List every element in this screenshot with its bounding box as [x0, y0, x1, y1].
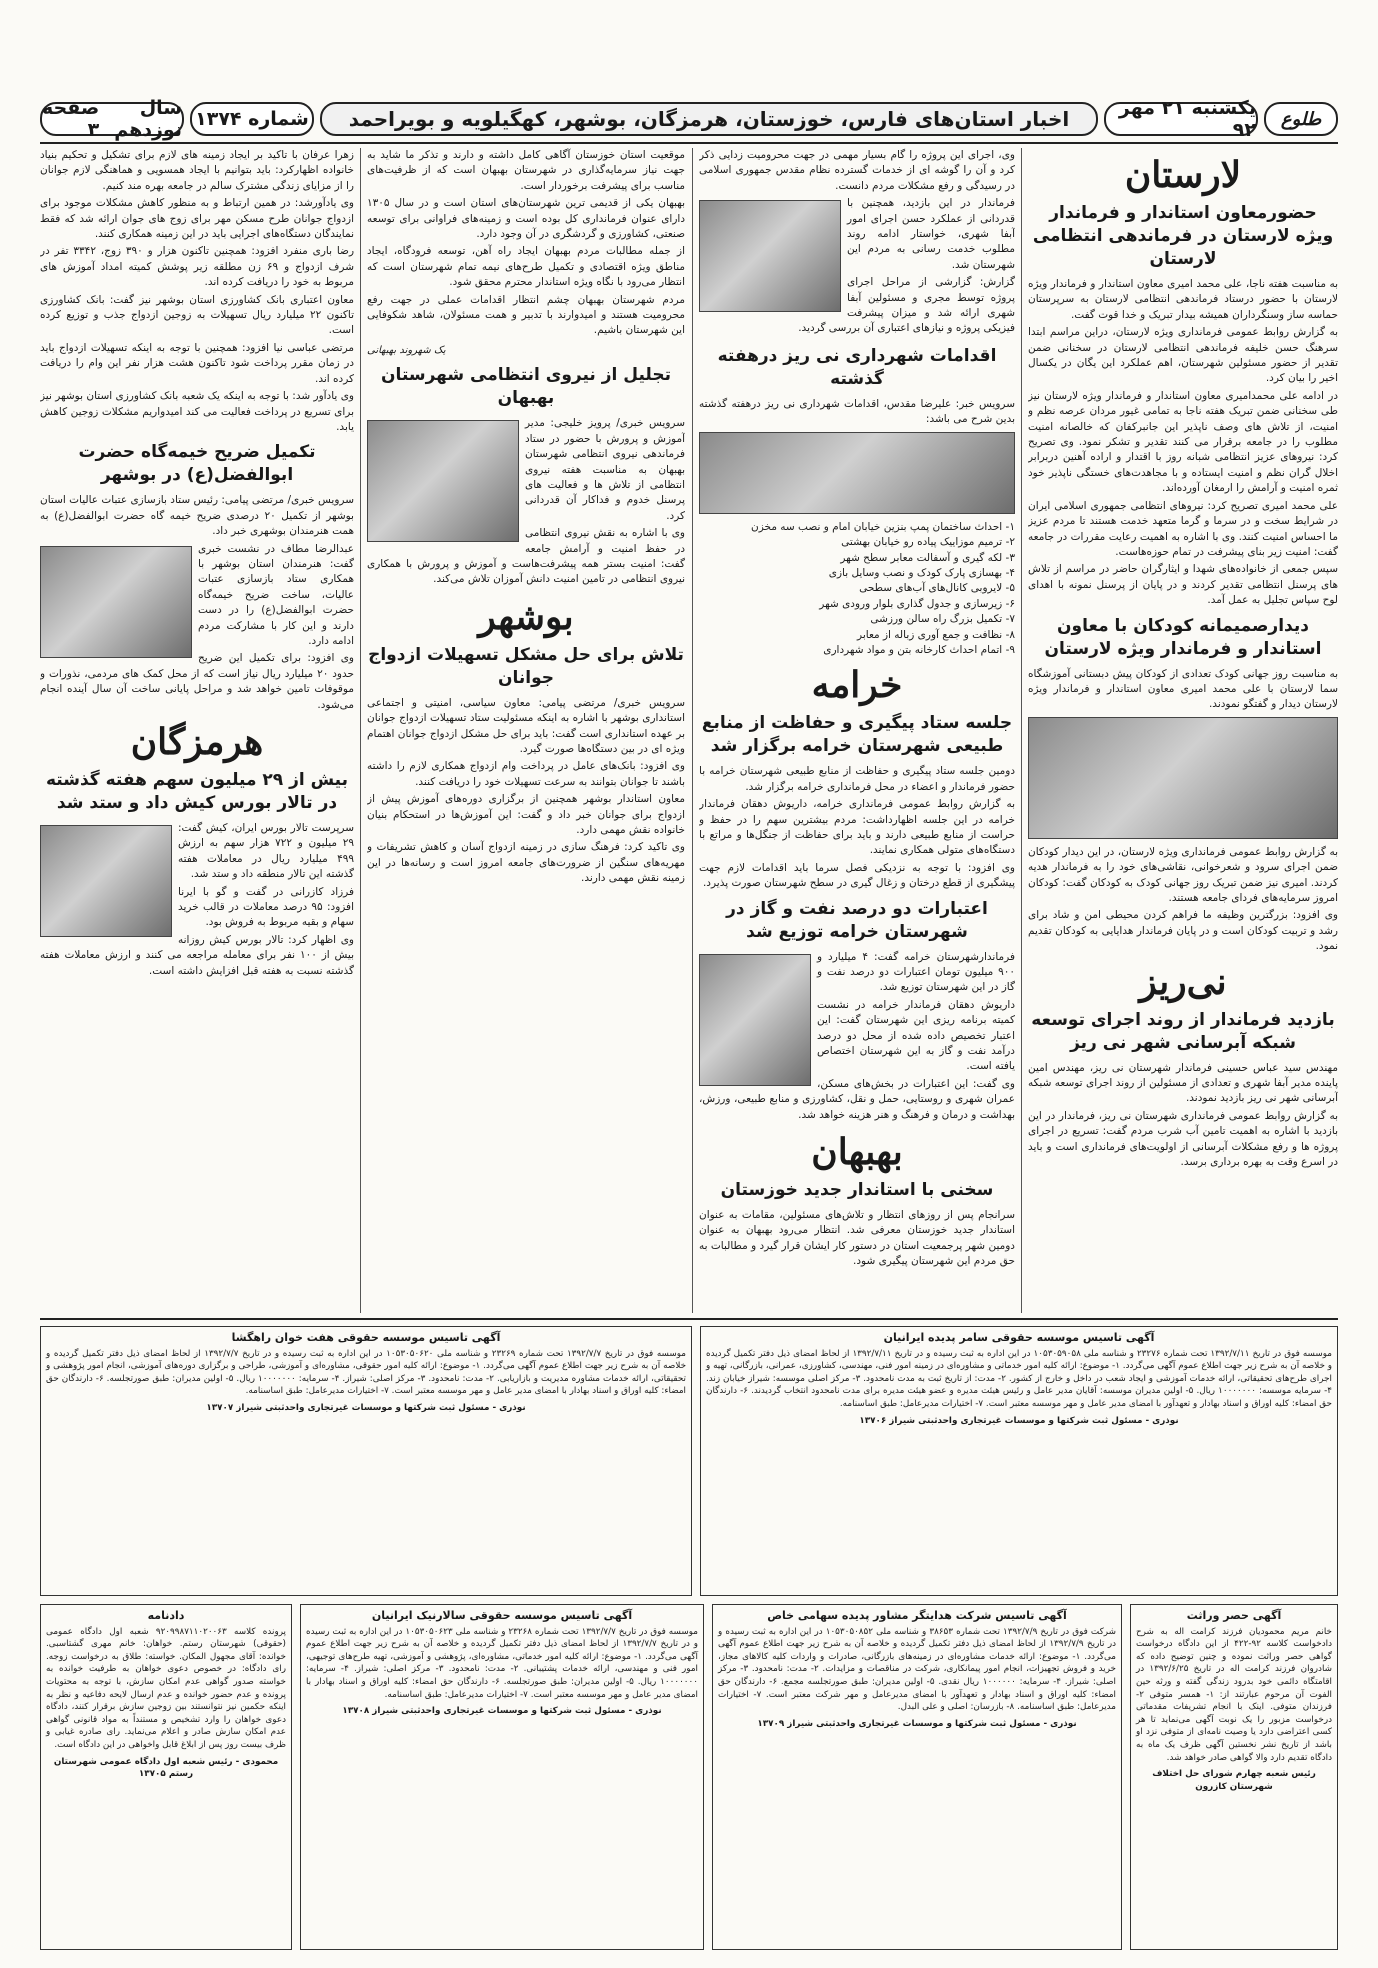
article-paragraph: فرزاد کازرانی در گفت و گو با ایرنا افزود: ۹۵ درصد معاملات در قالب خرید سهام و بقیه مربوط به فروش بود.: [178, 885, 354, 929]
column-divider: [360, 148, 361, 1313]
ad-body: خانم مریم محمودیان فرزند کرامت اله به شرح دادخواست کلاسه ۹۲-۴۲۲ از این دادگاه درخواست گواهی حصر وراثت نموده و چنین توضیح داده که شادروان فرزند کرامت اله در تاریخ ۱۳۹۲/۶/۲۵ در اقامتگاه دائمی خود بدرود زندگی گفته و ورثه حین الفوت آن مرحوم عبارتند از: ۱- همسر متوفی ۲- فرزندان متوفی. اینک با انجام تشریفات مقدماتی درخواست مزبور را یک نوبت آگهی می‌نماید تا هر کسی اعتراضی دارد یا وصیت نامه‌ای از متوفی نزد او باشد از تاریخ نشر نخستین آگهی ظرف یک ماه به دادگاه تقدیم دارد والا گواهی صادر خواهد شد.: [1136, 1626, 1332, 1763]
article-paragraph: سپس جمعی از خانواده‌های شهدا و ایثارگران حاضر در مراسم از تلاش های پرسنل انتظامی تقدیر کردند و در پایان از پرسنل نمونه با اهدای لوح سپاس تجلیل به عمل آمد.: [1028, 563, 1338, 607]
article-paragraph: دومین جلسه ستاد پیگیری و حفاظت از منابع طبیعی شهرستان خرامه با حضور فرماندار و اعضاء در محل فرمانداری خرامه برگزار شد.: [699, 765, 1015, 793]
article-paragraph: معاون استاندار بوشهر همچنین از برگزاری دوره‌های آموزش پیش از ازدواج برای جوانان خبر داد و گفت: این آموزش‌ها در استحکام بنیان خانواده نقش مهمی دارد.: [367, 793, 685, 836]
column-larestan: [1028, 148, 1338, 1313]
article-paragraph: وی اظهار کرد: تالار بورس کیش روزانه بیش از ۱۰۰ نفر برای معامله مراجعه می کنند و ارزش معاملات هفته گذشته نسبت به هفته قبل افزایش داشته است.: [40, 933, 354, 977]
article-paragraph: فرماندار در این بازدید، همچنین با قدردانی از عملکرد حسن اجرای امور آبفا شهری، خواستار ادامه روند مطلوب خدمت رسانی به مردم این شهرستان شد.: [847, 197, 1015, 271]
article-headline: اعتبارات دو درصد نفت و گاز در شهرستان خرامه توزیع شد: [726, 898, 988, 942]
region-heading: بوشهر: [478, 595, 574, 638]
ad-title: آگهی تاسیس شرکت هدایتگر مشاور پدیده سهامی خاص: [767, 1609, 1067, 1622]
news-photo: [40, 825, 172, 937]
article-paragraph: به مناسبت روز جهانی کودک تعدادی از کودکان پیش دبستانی آموزشگاه سما لارستان با علی محمد امیری معاون استاندار و فرماندار ویژه لارستان دیدار و گفتگو نمودند.: [1028, 667, 1338, 711]
article-paragraph: وی با اشاره به نقش نیروی انتظامی در حفظ امنیت و آرامش جامعه گفت: امنیت بستر همه پیشرفت‌هاست و آموزش و پرورش با همکاری نیروی انتظامی در تامین امنیت دانش آموزان تلاش می‌کند.: [367, 527, 685, 586]
column-behbahan-bushehr: [367, 148, 685, 1313]
masthead-logo: طلوع: [1264, 102, 1338, 136]
article-paragraph: سرویس خبری/ پرویز خلیجی: مدیر آموزش و پرورش با حضور در ستاد فرماندهی نیروی انتظامی شهرستان بهبهان به مناسبت هفته نیروی انتظامی از تلاش ها و فعالیت های پرسنل خدوم و فداکار آن قدردانی کرد.: [525, 417, 685, 522]
header-rule: [40, 142, 1338, 144]
article-paragraph: گزارش: گزارشی از مراحل اجرای پروژه توسط مجری و مسئولین آبفا شهری ارائه شد و میزان پیشرفت فیزیکی پروژه و نیازهای اعتباری آن بررسی گردید.: [798, 276, 1015, 335]
task-list: ۱- احداث ساختمان پمپ بنزین خیابان امام و نصب سه مخزن ۲- ترمیم موزاییک پیاده رو خیابان بهشتی ۳- لکه گیری و آسفالت معابر سطح شهر ۴- بهسازی پارک کودک و نصب وسایل بازی ۵- لایروبی کانال‌های آب‌های سطحی ۶- زیرسازی و جدول گذاری بلوار ورودی شهر ۷- تکمیل بزرگ راه سالن ورزشی ۸- نظافت و جمع آوری زباله از معابر ۹- اتمام احداث کارخانه بتن و مواد شهرداری: [751, 520, 1015, 656]
news-photo: [367, 420, 519, 542]
year-text: سال نوزدهم: [114, 97, 182, 141]
ad-body: پرونده کلاسه ۹۲۰۹۹۸۷۱۱۰۲۰۰۶۳ شعبه اول دادگاه عمومی (حقوقی) شهرستان رستم. خواهان: خانم مهری گشتاسبی. خوانده: آقای مجهول المکان. خواسته: طلاق به درخواست زوجه. رای دادگاه: در خصوص دعوی خواهان به طرفیت خوانده به خواسته صدور گواهی عدم امکان سازش، با توجه به محتویات پرونده و عدم حضور خوانده و عدم ارسال لایحه دفاعیه و نظر به اینکه حکمین نیز نتوانستند بین زوجین سازش برقرار کنند، دادگاه دعوی خواهان را وارد تشخیص و مستنداً به مواد قانونی گواهی عدم امکان سازش صادر و اعلام می‌نماید. رای صادره غیابی و ظرف بیست روز پس از ابلاغ قابل واخواهی در این دادگاه است.: [46, 1626, 287, 1750]
legal-ad: [1130, 1604, 1338, 1950]
legal-ad: [300, 1604, 704, 1950]
column-divider: [1021, 148, 1022, 1313]
article-paragraph: معاون اعتباری بانک کشاورزی استان بوشهر نیز گفت: بانک کشاورزی تاکنون ۲۲ میلیارد ریال تسهیلات به زوجین ازدواج جذب و توزیع کرده است.: [40, 293, 354, 337]
article-paragraph: به گزارش روابط عمومی فرمانداری شهرستان نی ریز، فرماندار در این بازدید با اشاره به اهمیت تامین آب شرب مردم گفت: تسریع در اجرای پروژه ها و رفع مشکلات آبرسانی از اولویت‌های فرمانداری است و باید در اسرع وقت به بهره برداری برسد.: [1028, 1109, 1338, 1169]
region-heading: لارستان: [1124, 154, 1242, 196]
article-paragraph: مردم شهرستان بهبهان چشم انتظار اقدامات عملی در جهت رفع محرومیت هستند و امیدوارند با تدبیر و همت مسئولان، شاهد شکوفایی این شهرستان باشیم.: [367, 293, 685, 337]
article-paragraph: سرویس خبری/ مرتضی پیامی: معاون سیاسی، امنیتی و اجتماعی استانداری بوشهر با اشاره به اینکه مسئولیت ستاد تسهیلات ازدواج جوانان بر عهده استانداری است گفت: باید برای حل مشکل ازدواج جوانان اهتمام ویژه ای در بین دستگاه‌ها صورت گیرد.: [367, 696, 685, 755]
ad-body: موسسه فوق در تاریخ ۱۳۹۲/۷/۷ تحت شماره ۲۳۲۶۹ و شناسه ملی ۱۰۵۳۰۵۰۶۲۰ در این اداره به ثبت رسیده و در تاریخ ۱۳۹۲/۷/۷ از لحاظ امضای ذیل دفتر تکمیل گردیده و خلاصه آن به شرح زیر جهت اطلاع عموم آگهی می‌گردد. ۱- موضوع: ارائه کلیه امور حقوقی، مشاوره‌ای و آموزشی، طراحی و برگزاری دوره‌های آموزشی، انجام امور پژوهشی و تحقیقاتی، ارائه خدمات مشاوره مدیریت و بازاریابی. ۲- مدت: نامحدود. ۳- مرکز اصلی: شیراز. ۴- سرمایه: ۱۰۰۰۰۰۰۰ ریال. ۵- اولین مدیران: طبق صورتجلسه. ۶- دارندگان حق امضاء: کلیه اوراق و اسناد بهادار با امضای مدیر عامل و مهر موسسه معتبر است. ۷- اختیارات مدیرعامل: طبق اساسنامه.: [46, 1348, 687, 1397]
portrait-photo: [699, 954, 811, 1086]
page-number: صفحه ۳: [41, 97, 100, 141]
article-byline: یک شهروند بهبهانی: [367, 344, 446, 356]
news-photo: [699, 200, 841, 312]
issue-date: یکشنبه ۲۱ مهر ۹۲: [1104, 102, 1258, 136]
legal-ad: [40, 1604, 292, 1950]
ad-signature: نوذری - مسئول ثبت شرکتها و موسسات غیرتجاری واحدثبتی شیراز ۱۳۷۰۷: [206, 1402, 526, 1413]
article-paragraph: از جمله مطالبات مردم بهبهان ایجاد راه آهن، توسعه فرودگاه، ایجاد مناطق ویژه اقتصادی و تکمیل طرح‌های نیمه تمام شهرستان است که انتظار می‌رود با نگاه ویژه استاندار محترم محقق شود.: [367, 245, 685, 289]
ad-body: موسسه فوق در تاریخ ۱۳۹۲/۷/۱۱ تحت شماره ۲۳۲۷۶ و شناسه ملی ۱۰۵۳۰۵۹۰۵۸ در این اداره به ثبت رسیده و در تاریخ ۱۳۹۲/۷/۱۱ از لحاظ امضای ذیل دفتر تکمیل گردیده و خلاصه آن به شرح زیر جهت اطلاع عموم آگهی می‌گردد. ۱- موضوع: ارائه کلیه امور خدماتی و مشاوره‌ای در زمینه امور فنی، مهندسی، کشاورزی، عمرانی، بازرگانی، تهیه و اجرای طرح‌های تحقیقاتی، ارائه خدمات آموزشی و ایجاد شعب در داخل و خارج از کشور. ۲- مدت: از تاریخ ثبت به مدت نامحدود. ۳- مرکز اصلی موسسه: شیراز خیابان زند. ۴- سرمایه موسسه: ۱۰۰۰۰۰۰۰ ریال. ۵- اولین مدیران موسسه: آقایان مدیر عامل و رئیس هیئت مدیره و عضو هیئت مدیره برای مدت نامحدود انتخاب گردیدند. ۶- دارندگان حق امضاء: کلیه اوراق و اسناد بهادار و تعهدآور با امضای مدیر عامل و مهر موسسه معتبر است. ۷- اختیارات مدیرعامل: طبق اساسنامه.: [706, 1348, 1333, 1409]
ad-signature: نوذری - مسئول ثبت شرکتها و موسسات غیرتجاری واحدثبتی شیراز ۱۳۷۰۹: [757, 1718, 1077, 1729]
article-headline: حضورمعاون استاندار و فرماندار ویژه لارستان در فرماندهی انتظامی لارستان: [1032, 203, 1334, 269]
article-headline: تکمیل ضریح خیمه‌گاه حضرت ابوالفضل(ع) در بوشهر: [78, 442, 316, 486]
article-headline: بیش از ۲۹ میلیون سهم هفته گذشته در تالار بورس کیش داد و ستد شد: [46, 770, 348, 813]
ad-signature: رئیس شعبه چهارم شورای حل اختلاف شهرستان کازرون: [1152, 1769, 1316, 1792]
legal-ad: [712, 1604, 1122, 1950]
article-paragraph: به گزارش روابط عمومی فرمانداری خرامه، داریوش دهقان فرماندار خرامه در این جلسه اظهارداشت: مردم بیشترین سهم را در حفظ و حراست از منابع طبیعی دارند و باید برای حفاظت از جنگل‌ها و مراتع با دستگاه‌های متولی همکاری نمایند.: [699, 798, 1015, 857]
ad-signature: نوذری - مسئول ثبت شرکتها و موسسات غیرتجاری واحدثبتی شیراز ۱۳۷۰۸: [342, 1706, 662, 1717]
ad-title: دادنامه: [147, 1609, 185, 1622]
legal-ad: [700, 1326, 1338, 1596]
ad-title: آگهی حصر وراثت: [1186, 1609, 1282, 1622]
article-paragraph: علی محمد امیری تصریح کرد: نیروهای انتظامی جمهوری اسلامی ایران در شرایط سخت و در سرما و گرما متعهد خدمت هستند تا مردم عزیز ما احساس امنیت کنند. وی با اشاره به اهمیت رعایت مقررات در جامعه گفت: امنیت زیر بنای پیشرفت در تمام حوزه‌هاست.: [1028, 499, 1338, 558]
ad-body: موسسه فوق در تاریخ ۱۳۹۲/۷/۷ تحت شماره ۲۳۲۶۸ و شناسه ملی ۱۰۵۳۰۵۰۶۲۳ در این اداره به ثبت رسیده و در تاریخ ۱۳۹۲/۷/۷ از لحاظ امضای ذیل دفتر تکمیل گردیده و خلاصه آن به شرح زیر جهت اطلاع عموم آگهی می‌گردد. ۱- موضوع: ارائه کلیه امور خدماتی، مشاوره‌ای، پژوهشی و آموزشی، تهیه طرح‌های توجیهی، امور فنی و مهندسی، ارائه خدمات پشتیبانی. ۲- مدت: نامحدود. ۳- مرکز اصلی: شیراز. ۴- سرمایه: ۱۰۰۰۰۰۰۰ ریال. ۵- اولین مدیران: طبق صورتجلسه. ۶- دارندگان حق امضاء: کلیه اوراق و اسناد بهادار با امضای مدیر عامل و مهر موسسه معتبر است. ۷- اختیارات مدیرعامل: طبق اساسنامه.: [306, 1626, 699, 1700]
ad-title: آگهی تاسیس موسسه حقوقی هفت خوان راهگشا: [231, 1331, 501, 1344]
news-photo: [1028, 717, 1338, 839]
article-paragraph: به گزارش روابط عمومی فرمانداری ویژه لارستان، دراین مراسم ابتدا سرهنگ حسن خلیفه فرماندهی انتظامی لارستان در سخنانی ضمن تقدیر از حضور مسئولین شهرستان، اهم عملکرد این یگان در یکسال اخیر را بیان کرد.: [1028, 326, 1338, 385]
ads-rule: [40, 1318, 1338, 1320]
article-paragraph: در ادامه علی محمدامیری معاون استاندار و فرماندار ویژه لارستان نیز طی سخنانی ضمن تبریک هفته ناجا به تمامی غیور مردان عرصه نظم و امنیت، از تلاش های وصف ناپذیر این جانبرکفان که خالصانه امنیت مطلوب را در جامعه برقرار می کنند تقدیر و تشکر نمود. وی تصریح کرد: نیروهای عزیز انتظامی شبانه روز با اقتدار و اراده آهنین دربرابر اخلال گران نظم و امنیت ایستاده و با مجاهدت‌های خستگی ناپذیر خود ثمره امنیت و آرامش را ارمغان آورده‌اند.: [1028, 389, 1338, 495]
column-bushehr-hormozgan: [40, 148, 354, 1313]
article-paragraph: به مناسبت هفته ناجا، علی محمد امیری معاون استاندار و فرماندار ویژه لارستان با حضور درستاد فرماندهی انتظامی لارستان به سرپرستان حماسه ساز وسنگرداران همیشه بیدار تبریک و خدا قوت گفت.: [1028, 278, 1338, 321]
article-paragraph: مرتضی عباسی نیا افزود: همچنین با توجه به اینکه تسهیلات ازدواج باید در زمان مقرر پرداخت شود تاکنون هشت هزار نفر این وام را دریافت کرده اند.: [40, 341, 354, 385]
article-headline: بازدید فرماندار از روند اجرای توسعه شبکه آبرسانی شهر نی ریز: [1031, 1009, 1335, 1053]
article-paragraph: سرویس خبر: علیرضا مقدس، اقدامات شهرداری نی ریز درهفته گذشته بدین شرح می باشد:: [699, 397, 1015, 426]
article-paragraph: سرپرست تالار بورس ایران، کیش گفت: ۲۹ میلیون و ۷۲۲ هزار سهم به ارزش ۴۹۹ میلیارد ریال در معاملات هفته گذشته این تالار منطقه داد و ستد شد.: [178, 822, 354, 881]
article-paragraph: مهندس سید عباس حسینی فرماندار شهرستان نی ریز، مهندس امین پاینده مدیر آبفا شهری و تعدادی از مسئولین از روند اجرای توسعه شبکه آبرسانی شهر نی ریز بازدید نمودند.: [1028, 1061, 1338, 1105]
ad-title: آگهی تاسیس موسسه حقوقی سالارنیک ایرانیان: [371, 1609, 633, 1622]
portrait-photo: [40, 546, 192, 658]
article-headline: تجلیل از نیروی انتظامی شهرستان بهبهان: [381, 365, 671, 409]
region-heading: بهبهان: [811, 1131, 903, 1174]
region-heading: هرمزگان: [130, 721, 264, 763]
article-headline: اقدامات شهرداری نی ریز درهفته گذشته: [717, 345, 997, 389]
article-paragraph: فرماندارشهرستان خرامه گفت: ۴ میلیارد و ۹۰۰ میلیون تومان اعتبارات دو درصد نفت و گاز در این شهرستان توزیع شد.: [817, 950, 1015, 994]
article-paragraph: وی یادآورشد: در همین ارتباط و به منظور کاهش مشکلات موجود برای ازدواج جوانان طرح مسکن مهر برای زوج های جوان ارائه شد که فقط نمایندگان دستگاه‌های اجرایی باید در این زمینه همکاری کنند.: [40, 197, 354, 241]
article-paragraph: بهبهان یکی از قدیمی ترین شهرستان‌های استان است و در سال ۱۳۰۵ دارای عنوان فرمانداری کل بوده است و زمینه‌های فراوانی برای توسعه صنعتی، کشاورزی و گردشگری در آن وجود دارد.: [367, 197, 685, 241]
section-title: اخبار استان‌های فارس، خوزستان، هرمزگان، بوشهر، کهگیلویه و بویراحمد: [320, 102, 1098, 136]
article-headline: دیدارصمیمانه کودکان با معاون استاندار و فرماندار ویژه لارستان: [1044, 615, 1322, 659]
page-header: [40, 97, 1338, 141]
article-paragraph: وی افزود: برای تکمیل این ضریح حدود ۲۰ میلیارد ریال نیاز است که از محل کمک های مردمی، نذورات و موقوفات تامین خواهد شد و مراحل پایانی ساخت آن سال آینده انجام می‌شود.: [40, 652, 354, 711]
legal-ad: [40, 1326, 692, 1596]
issue-number: شماره ۱۳۷۴: [190, 102, 314, 136]
article-paragraph: وی تاکید کرد: فرهنگ سازی در زمینه ازدواج آسان و کاهش تشریفات و مهریه‌های سنگین از ضرورت‌های جامعه امروز است و رسانه‌ها در این زمینه نقش مهمی دارند.: [367, 841, 685, 885]
ad-body: شرکت فوق در تاریخ ۱۳۹۲/۷/۹ تحت شماره ۳۸۶۵۳ و شناسه ملی ۱۰۵۳۰۵۰۸۵۲ در این اداره به ثبت رسیده و در تاریخ ۱۳۹۲/۷/۹ از لحاظ امضای ذیل دفتر تکمیل گردیده و خلاصه آن به شرح زیر جهت اطلاع عموم آگهی می‌گردد. ۱- موضوع: ارائه خدمات مشاوره‌ای در زمینه‌های بازرگانی، صادرات و واردات کلیه کالاهای مجاز، خرید و فروش تجهیزات، انجام امور پیمانکاری، شرکت در مناقصات و مزایدات. ۲- مدت: نامحدود. ۳- مرکز اصلی: شیراز. ۴- سرمایه: ۱۰۰۰۰۰۰ ریال نقدی. ۵- اولین مدیران: طبق صورتجلسه مجمع. ۶- دارندگان حق امضاء: کلیه اوراق و اسناد بهادار و تعهدآور با امضای مدیرعامل و مهر شرکت معتبر است. ۷- اختیارات مدیرعامل: طبق اساسنامه. ۸- بازرسان: اصلی و علی البدل.: [718, 1626, 1116, 1713]
article-paragraph: سرویس خبری/ مرتضی پیامی: رئیس ستاد بازسازی عتبات عالیات استان بوشهر از تکمیل ۲۰ درصدی ضریح خیمه گاه حضرت ابوالفضل(ع) به همت هنرمندان بوشهری خبر داد.: [40, 494, 354, 538]
article-headline: جلسه ستاد پیگیری و حفاظت از منابع طبیعی شهرستان خرامه برگزار شد: [701, 713, 1013, 757]
article-paragraph: زهرا عرفان با تاکید بر ایجاد زمینه های لازم برای تشکیل و تحکیم بنیاد خانواده اظهارکرد: باید بتوانیم با ایجاد همسویی و هماهنگی لازم جوانان را از مزایای زندگی مشترک سالم در جامعه بهره مند کنیم.: [40, 149, 354, 192]
article-paragraph: عبدالرضا مطاف در نشست خبری گفت: هنرمندان استان بوشهر با همکاری ستاد بازسازی عتبات عالیات، ساخت ضریح خیمه‌گاه حضرت ابوالفضل(ع) را در دست دارند و این کار با مشارکت مردم ادامه دارد.: [198, 542, 354, 647]
article-paragraph: موقعیت استان خوزستان آگاهی کامل داشته و دارند و تذکر ما شاید به جهت نیاز سرمایه‌گذاری در شهرستان بهبهان است که از ظرفیت‌های مناسب برای پیشرفت برخوردار است.: [367, 149, 685, 192]
ad-title: آگهی تاسیس موسسه حقوقی سامر پدیده ایرانیان: [883, 1331, 1155, 1344]
article-paragraph: وی یادآور شد: با توجه به اینکه یک شعبه بانک کشاورزی استان بوشهر نیز برای تسریع در پرداخت فعالیت می کند امیدواریم مشکلات زوجین کاهش یابد.: [40, 390, 354, 433]
article-paragraph: وی افزود: بانک‌های عامل در پرداخت وام ازدواج همکاری لازم را داشته باشند تا جوانان بتوانند به سرعت تسهیلات خود را دریافت کنند.: [367, 760, 685, 788]
article-paragraph: رضا باری منفرد افزود: همچنین تاکنون هزار و ۳۹۰ زوج، ۳۳۴۲ تفر در شرف ازدواج و ۶۹ زن مطلقه زیر پوشش کمیته امداد آموزش های مربوط به خود را دریافت کرده اند.: [40, 245, 354, 289]
region-heading: نی‌ریز: [1139, 960, 1227, 1003]
article-headline: سخنی با استاندار جدید خوزستان: [720, 1180, 994, 1201]
article-paragraph: وی، اجرای این پروژه را گام بسیار مهمی در جهت محرومیت زدایی ذکر کرد و آن را گوشه ای از خدمات گسترده نظام مقدس جمهوری اسلامی در رسیدگی و رفع مشکلات مردم دانست.: [699, 149, 1015, 192]
article-paragraph: داریوش دهقان فرماندار خرامه در نشست کمیته برنامه ریزی این شهرستان گفت: این اعتبار تخصیص داده شده از محل دو درصد درآمد نفت و گاز به این شهرستان اختصاص یافته است.: [817, 998, 1015, 1073]
volume-year: [40, 97, 184, 141]
article-paragraph: وی گفت: این اعتبارات در بخش‌های مسکن، عمران شهری و روستایی، حمل و نقل، کشاورزی و منابع طبیعی، ورزش، بهداشت و درمان و فرهنگ و هنر هزینه خواهد شد.: [699, 1077, 1015, 1121]
article-headline: تلاش برای حل مشکل تسهیلات ازدواج جوانان: [368, 644, 684, 688]
article-paragraph: سرانجام پس از روزهای انتظار و تلاش‌های مسئولین، مقامات به عنوان استاندار جدید خوزستان معرفی شد. انتظار می‌رود بهبهان به عنوان دومین شهر پرجمعیت استان در دستور کار ایشان قرار گیرد و مطالبات به حق مردم این شهرستان پیگیری شود.: [699, 1209, 1015, 1268]
region-heading: خرامه: [811, 664, 903, 707]
column-neyriz-kharameh: [699, 148, 1015, 1313]
column-divider: [692, 148, 693, 1313]
news-photo: [699, 432, 1015, 514]
article-paragraph: وی افزود: با توجه به نزدیکی فصل سرما باید اقدامات لازم جهت پیشگیری از قطع درختان و زغال گیری در سطح شهرستان صورت پذیرد.: [699, 861, 1015, 890]
article-paragraph: وی افزود: بزرگترین وظیفه ما فراهم کردن محیطی امن و شاد برای رشد و تربیت کودکان است و در پایان فرماندار هدایایی به کودکان تقدیم نمود.: [1028, 909, 1338, 953]
ad-signature: نوذری - مسئول ثبت شرکتها و موسسات غیرتجاری واحدثبتی شیراز ۱۳۷۰۶: [859, 1415, 1179, 1426]
ad-signature: محمودی - رئیس شعبه اول دادگاه عمومی شهرستان رستم ۱۳۷۰۵: [53, 1756, 279, 1780]
article-paragraph: به گزارش روابط عمومی فرمانداری ویژه لارستان، در این دیدار کودکان ضمن اجرای سرود و شعرخوانی، نقاشی‌های خود را به فرماندار هدیه کردند. امیری نیز ضمن تبریک روز جهانی کودک به کودکان گفت: کودکان امروز سرمایه‌های فردای جامعه هستند.: [1028, 845, 1338, 904]
